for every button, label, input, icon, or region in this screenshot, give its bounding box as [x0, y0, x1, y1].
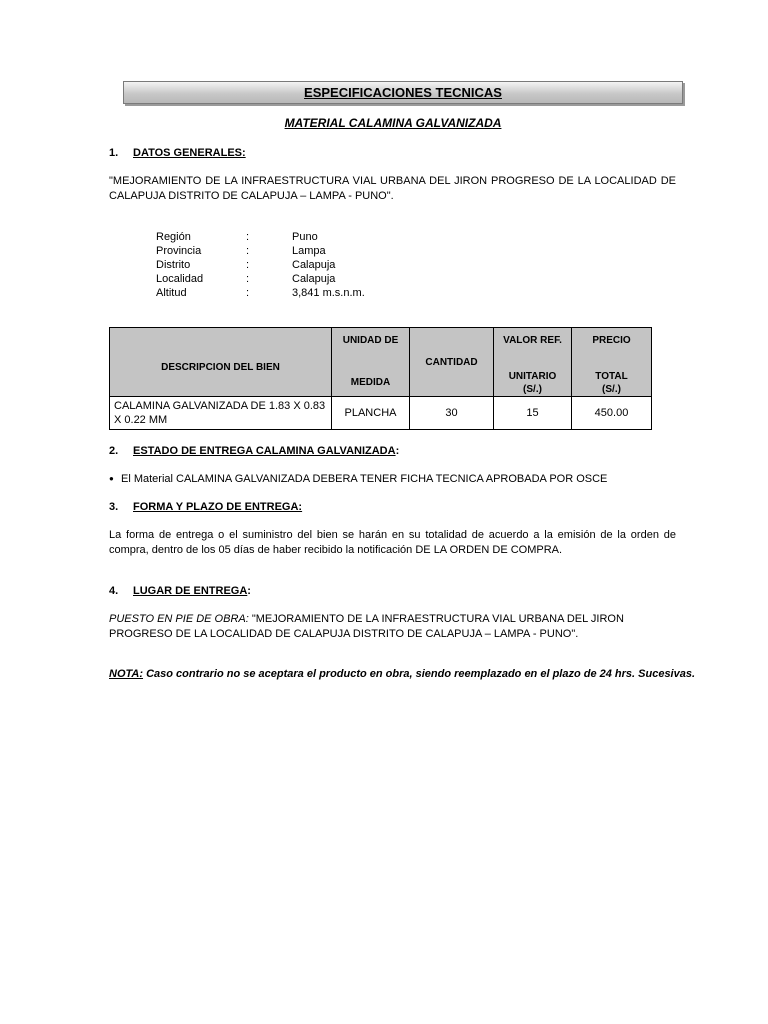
section-1-title: DATOS GENERALES:	[133, 147, 246, 159]
cell-description: CALAMINA GALVANIZADA DE 1.83 X 0.83 X 0.22 MM	[110, 397, 332, 430]
detail-separator: :	[246, 259, 250, 271]
detail-value: Calapuja	[292, 259, 336, 271]
header-unit-bottom: MEDIDA	[350, 377, 391, 388]
detail-value: Calapuja	[292, 273, 336, 285]
cell-ref-value: 15	[494, 397, 572, 430]
note-label: NOTA:	[109, 668, 144, 680]
detail-value: Lampa	[292, 245, 326, 257]
table-row	[110, 397, 652, 430]
header-unit-top: UNIDAD DE	[342, 335, 399, 346]
section-4-number: 4.	[109, 585, 119, 597]
detail-label: Provincia	[156, 245, 202, 257]
header-ref-mid: UNITARIO	[508, 371, 557, 382]
detail-separator: :	[246, 245, 250, 257]
detail-row	[156, 272, 365, 286]
detail-separator: :	[246, 287, 250, 299]
header-price	[572, 328, 652, 397]
section-4-title: LUGAR DE ENTREGA	[133, 585, 248, 597]
header-description: DESCRIPCION DEL BIEN	[110, 328, 332, 397]
section-1-paragraph: "MEJORAMIENTO DE LA INFRAESTRUCTURA VIAL URBANA DEL JIRON PROGRESO DE LA LOCALIDAD DE CALAPUJA DISTRITO DE CALAPUJA – LAMPA - PUNO".	[109, 175, 676, 202]
detail-separator: :	[246, 231, 250, 243]
header-price-mid: TOTAL	[595, 371, 628, 382]
note-text: Caso contrario no se aceptara el producto en obra, siendo reemplazado en el plazo de 24 hrs. Sucesivas.	[143, 668, 696, 680]
detail-label: Altitud	[156, 287, 187, 299]
section-2-title: ESTADO DE ENTREGA CALAMINA GALVANIZADA	[133, 445, 396, 457]
header-ref-value	[494, 328, 572, 397]
document-subtitle: MATERIAL CALAMINA GALVANIZADA	[284, 116, 502, 130]
detail-row	[156, 258, 365, 272]
goods-table	[109, 327, 652, 430]
project-details	[156, 230, 365, 300]
header-ref-top: VALOR REF.	[503, 335, 562, 346]
section-3-paragraph: La forma de entrega o el suministro del bien se harán en su totalidad de acuerdo a la emisión de la orden de compra, dentro de los 05 días de haber recibido la notificación DE LA ORDEN DE COMPRA.	[109, 529, 676, 556]
cell-total: 450.00	[572, 397, 652, 430]
cell-unit: PLANCHA	[332, 397, 410, 430]
table-header-row	[110, 328, 652, 397]
cell-quantity: 30	[410, 397, 494, 430]
document-title: ESPECIFICACIONES TECNICAS	[304, 85, 502, 100]
section-3-heading	[109, 501, 302, 513]
section-1-heading	[109, 147, 246, 159]
section-4-colon: :	[247, 585, 251, 597]
detail-row	[156, 286, 365, 300]
section-1-number: 1.	[109, 147, 119, 159]
detail-label: Distrito	[156, 259, 191, 271]
detail-label: Localidad	[156, 273, 204, 285]
detail-value: Puno	[292, 231, 318, 243]
section-4-paragraph	[109, 612, 676, 642]
section-2-number: 2.	[109, 445, 119, 457]
detail-separator: :	[246, 273, 250, 285]
detail-value: 3,841 m.s.n.m.	[292, 287, 365, 299]
bullet-icon: ●	[109, 474, 114, 483]
header-price-top: PRECIO	[592, 335, 631, 346]
detail-row	[156, 244, 365, 258]
section-3-number: 3.	[109, 501, 119, 513]
detail-row	[156, 230, 365, 244]
section-4-text: "MEJORAMIENTO DE LA INFRAESTRUCTURA VIAL URBANA DEL JIRON PROGRESO DE LA LOCALIDAD DE CALAPUJA DISTRITO DE CALAPUJA – LAMPA - PUNO".	[109, 613, 624, 640]
title-banner	[123, 81, 683, 104]
header-unit	[332, 328, 410, 397]
header-ref-bottom: (S/.)	[523, 384, 542, 395]
note	[109, 668, 695, 680]
detail-label: Región	[156, 231, 191, 243]
section-2-heading	[109, 445, 399, 457]
section-2-colon: :	[395, 445, 400, 457]
section-3-title: FORMA Y PLAZO DE ENTREGA:	[133, 501, 303, 513]
header-price-bottom: (S/.)	[602, 384, 621, 395]
bullet-text: El Material CALAMINA GALVANIZADA DEBERA TENER FICHA TECNICA APROBADA POR OSCE	[121, 473, 608, 485]
section-4-heading	[109, 585, 251, 597]
list-item	[109, 473, 607, 485]
header-quantity: CANTIDAD	[410, 328, 494, 397]
section-4-italic-prefix: PUESTO EN PIE DE OBRA:	[109, 613, 249, 625]
